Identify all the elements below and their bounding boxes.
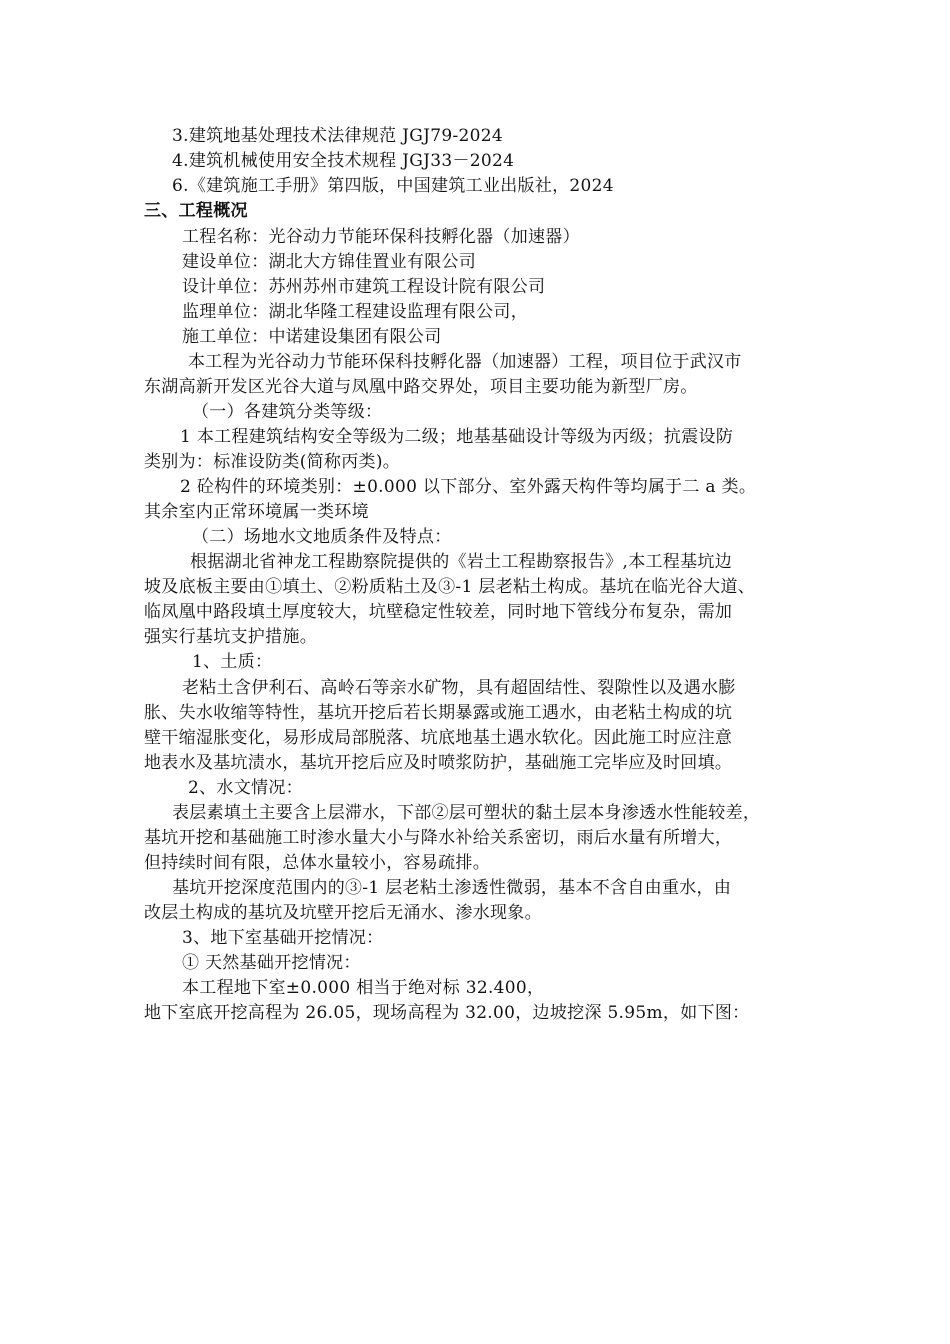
project-name: 工程名称：光谷动力节能环保科技孵化器（加速器）	[182, 227, 580, 247]
water-line1: 表层素填土主要含上层滞水，下部②层可塑状的黏土层本身渗透水性能较差，	[172, 803, 761, 823]
geology-para-line4: 强实行基坑支护措施。	[144, 627, 317, 647]
natural-foundation-heading: ① 天然基础开挖情况：	[182, 953, 361, 973]
classification-heading: （一）各建筑分类等级：	[192, 402, 383, 422]
classification-item2-line2: 其余室内正常环境属一类环境	[144, 502, 369, 522]
soil-line3: 壁干缩湿胀变化，易形成局部脱落、坑底地基土遇水软化。因此施工时应注意	[144, 728, 733, 748]
reference-item-4: 4.建筑机械使用安全技术规程 JGJ33－2024	[172, 151, 515, 171]
geology-heading: （二）场地水文地质条件及特点：	[192, 527, 452, 547]
soil-line2: 胀、失水收缩等特性，基坑开挖后若长期暴露或施工遇水，由老粘土构成的坑	[144, 703, 733, 723]
excavation-heading: 3、地下室基础开挖情况：	[182, 928, 384, 948]
intro-line-2: 东湖高新开发区光谷大道与凤凰中路交界处，项目主要功能为新型厂房。	[144, 377, 698, 397]
construction-unit: 施工单位：中诺建设集团有限公司	[182, 327, 442, 347]
excavation-line1: 本工程地下室±0.000 相当于绝对标 32.400，	[182, 978, 545, 998]
classification-item1-line2: 类别为：标准设防类(简称丙类)。	[144, 452, 401, 472]
geology-para-line2: 坡及底板主要由①填土、②粉质粘土及③-1 层老粘土构成。基坑在临光谷大道、	[144, 577, 756, 597]
classification-item1-line1: 1 本工程建筑结构安全等级为二级；地基基础设计等级为丙级；抗震设防	[180, 427, 734, 447]
geology-para-line3: 临凤凰中路段填土厚度较大，坑壁稳定性较差，同时地下管线分布复杂，需加	[144, 602, 733, 622]
excavation-line2: 地下室底开挖高程为 26.05，现场高程为 32.00，边坡挖深 5.95m，如下图：	[144, 1003, 750, 1023]
water-line3: 但持续时间有限，总体水量较小，容易疏排。	[144, 853, 490, 873]
intro-line-1: 本工程为光谷动力节能环保科技孵化器（加速器）工程，项目位于武汉市	[188, 352, 742, 372]
soil-line1: 老粘土含伊利石、高岭石等亲水矿物，具有超固结性、裂隙性以及遇水膨	[182, 678, 736, 698]
reference-item-3: 3.建筑地基处理技术法律规范 JGJ79-2024	[172, 126, 503, 146]
owner-unit: 建设单位：湖北大方锦佳置业有限公司	[182, 252, 477, 272]
water-line2: 基坑开挖和基础施工时渗水量大小与降水补给关系密切，雨后水量有所增大，	[144, 828, 733, 848]
soil-line4: 地表水及基坑渍水，基坑开挖后应及时喷浆防护，基础施工完毕应及时回填。	[144, 753, 733, 773]
supervision-unit: 监理单位：湖北华隆工程建设监理有限公司，	[182, 302, 528, 322]
design-unit: 设计单位：苏州苏州市建筑工程设计院有限公司	[182, 277, 546, 297]
soil-heading: 1、土质：	[192, 652, 273, 672]
water-heading: 2、水文情况：	[188, 778, 303, 798]
geology-para-line1: 根据湖北省神龙工程勘察院提供的《岩土工程勘察报告》,本工程基坑边	[190, 552, 733, 572]
section-heading-overview: 三、工程概况	[144, 201, 248, 221]
classification-item2-line1: 2 砼构件的环境类别：±0.000 以下部分、室外露天构件等均属于二 a 类。	[180, 477, 757, 497]
water-line5: 改层土构成的基坑及坑壁开挖后无涌水、渗水现象。	[144, 903, 542, 923]
reference-item-6: 6.《建筑施工手册》第四版，中国建筑工业出版社，2024	[172, 176, 614, 196]
water-line4: 基坑开挖深度范围内的③-1 层老粘土渗透性微弱，基本不含自由重水，由	[172, 878, 732, 898]
